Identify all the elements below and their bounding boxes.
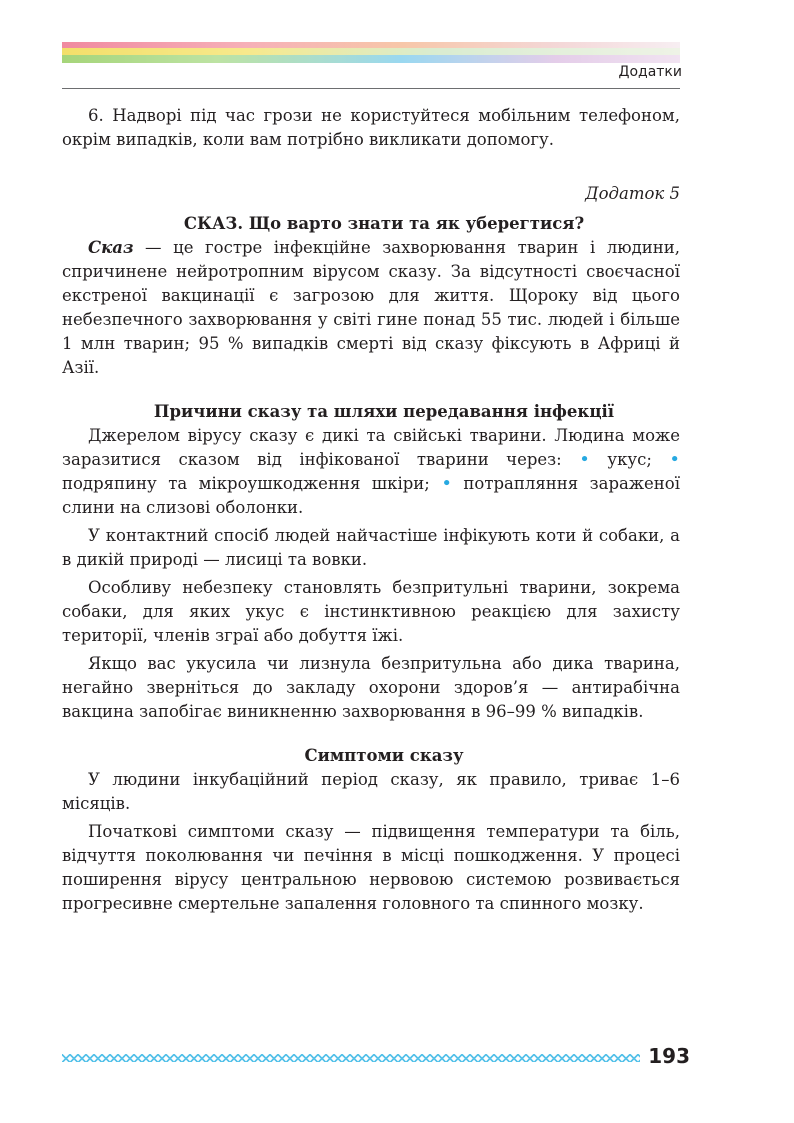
main-title: СКАЗ. Що варто знати та як уберегтися? <box>183 214 585 233</box>
footer-wave-decoration <box>62 1050 640 1066</box>
section-label: Додатки <box>618 64 682 80</box>
page-content <box>62 96 681 916</box>
section1-paragraph-1 <box>62 424 680 520</box>
bullet-item-1: укус; <box>607 450 652 469</box>
section1-paragraph-2: У контактний спосіб людей найчастіше інфікують коти й собаки, а в дикій природі — лисиці та вовки. <box>62 526 680 569</box>
bullet-item-2: подряпину та мікроушкодження шкіри; <box>62 474 430 493</box>
bullet-icon: • <box>441 473 452 494</box>
appendix-label: Додаток 5 <box>585 184 680 203</box>
bullet-icon: • <box>579 449 590 470</box>
page-number: 193 <box>648 1044 690 1068</box>
definition-term: Сказ <box>88 238 134 257</box>
section1-paragraph-3: Особливу небезпеку становлять безпритульні тварини, зокрема собаки, для яких укус є інстинктивною реакцією для захисту території, членів зграї або добуття їжі. <box>62 578 680 645</box>
section1-paragraph-4: Якщо вас укусила чи лизнула безпритульна або дика тварина, негайно зверніться до закладу охорони здоров’я — антирабічна вакцина запобігає виникненню захворювання в 96–99 % випадків. <box>62 654 680 721</box>
section2-title: Симптоми сказу <box>304 746 464 765</box>
section2-paragraph-1: У людини інкубаційний період сказу, як правило, триває 1–6 місяців. <box>62 770 680 813</box>
section2-paragraph-2: Початкові симптоми сказу — підвищення температури та біль, відчуття поколювання чи печіння в місці пошкодження. У процесі поширення вірусу центральною нервовою системою розвивається прогресивне смертельне запалення головного та спинного мозку. <box>62 822 680 913</box>
header-color-bars <box>62 42 680 64</box>
section1-p1-intro: Джерелом вірусу сказу є дикі та свійські тварини. Людина може заразитися сказом від інфікованої тварини через: <box>62 426 680 469</box>
definition-text: — це гостре інфекційне захворювання тварин і людини, спричинене нейротропним вірусом сказу. За відсутності своєчасної екстреної вакцинації є загрозою для життя. Щороку від цього небезпечного захворювання у світі гине понад 55 тис. людей і більше 1 млн тварин; 95 % випадків смерті від сказу фіксують в Африці й Азії. <box>62 238 680 377</box>
bullet-item-3: потрапляння зараженої слини на слизові оболонки. <box>62 474 681 517</box>
section1-title: Причини сказу та шляхи передавання інфекції <box>153 402 615 421</box>
header-rule <box>62 88 680 89</box>
bullet-icon: • <box>669 449 681 470</box>
header-bar-yellow <box>62 48 680 55</box>
intro-paragraph: 6. Надворі під час грози не користуйтеся мобільним телефоном, окрім випадків, коли вам потрібно викликати допомогу. <box>62 106 680 149</box>
header-bar-blue-green <box>62 55 680 63</box>
definition-paragraph <box>62 236 680 380</box>
